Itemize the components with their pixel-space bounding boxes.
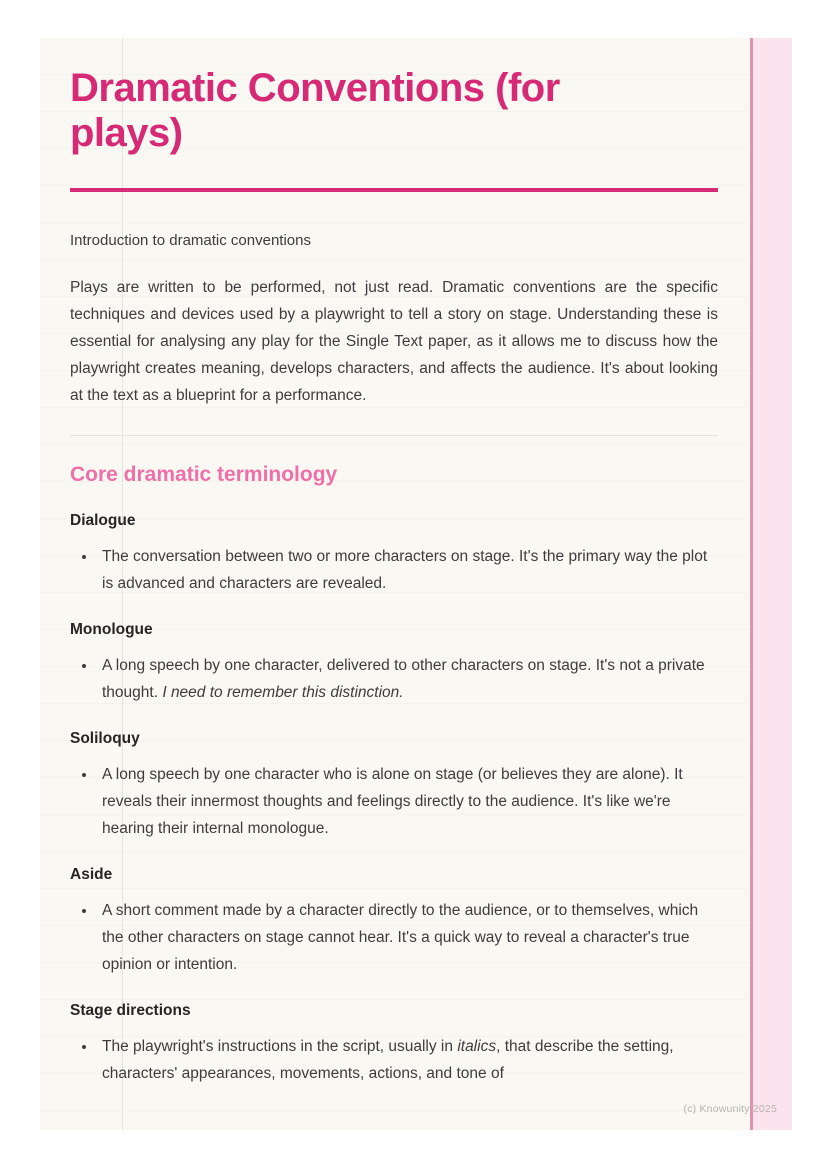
intro-paragraph: Plays are written to be performed, not just read. Dramatic conventions are the specific techniques and devices used by a playwright to tell a story on stage. Understanding these is essential for analysing any play for the Single Text paper, as it allows me to discuss how the playwright creates meaning, develops characters, and affects the audience. It's about looking at the text as a blueprint for a performance. <box>70 279 718 404</box>
term-definition-item <box>97 897 718 978</box>
term-definition-list <box>70 543 718 597</box>
term-block <box>70 1001 718 1087</box>
term-block <box>70 865 718 978</box>
knowunity-watermark: (c) Knowunity 2025 <box>683 1103 777 1115</box>
definition-text-run: , that describe the setting, characters' appearances, movements, actions, and tone of <box>102 1038 674 1082</box>
intro-label: Introduction to dramatic conventions <box>70 232 311 249</box>
terms-list <box>70 511 718 1087</box>
definition-text-run: A short comment made by a character directly to the audience, or to themselves, which the other characters on stage cannot hear. It's a quick way to reveal a character's true opinion or intention. <box>102 902 699 973</box>
page-title: Dramatic Conventions (for plays) <box>70 66 560 155</box>
page-edge-accent-strip <box>750 38 792 1130</box>
term-heading: Monologue <box>70 621 153 638</box>
document-page <box>40 38 792 1130</box>
definition-italic-run: italics <box>457 1038 497 1055</box>
definition-text-run: A long speech by one character who is alone on stage (or believes they are alone). It reveals their innermost thoughts and feelings directly to the audience. It's like we're hearing their internal monologue. <box>102 766 683 837</box>
term-heading: Aside <box>70 866 113 883</box>
term-definition-list <box>70 761 718 842</box>
term-definition-item <box>97 761 718 842</box>
term-definition-list <box>70 897 718 978</box>
term-definition-item <box>97 652 718 706</box>
title-underline-rule <box>70 188 718 192</box>
page-content <box>70 38 718 1087</box>
term-heading: Soliloquy <box>70 730 140 747</box>
term-heading: Dialogue <box>70 512 136 529</box>
definition-text-run: A long speech by one character, delivered to other characters on stage. It's not a private thought. <box>102 657 705 701</box>
definition-italic-run: I need to remember this distinction. <box>162 684 404 701</box>
term-heading: Stage directions <box>70 1002 191 1019</box>
section-heading-core-dramatic-terminology: Core dramatic terminology <box>70 463 338 486</box>
section-divider <box>70 435 718 436</box>
definition-text-run: The playwright's instructions in the script, usually in <box>102 1038 458 1055</box>
term-definition-item <box>97 543 718 597</box>
term-definition-item <box>97 1033 718 1087</box>
term-definition-list <box>70 1033 718 1087</box>
term-block <box>70 511 718 597</box>
term-definition-list <box>70 652 718 706</box>
term-block <box>70 729 718 842</box>
term-block <box>70 620 718 706</box>
definition-text-run: The conversation between two or more characters on stage. It's the primary way the plot is advanced and characters are revealed. <box>102 548 708 592</box>
